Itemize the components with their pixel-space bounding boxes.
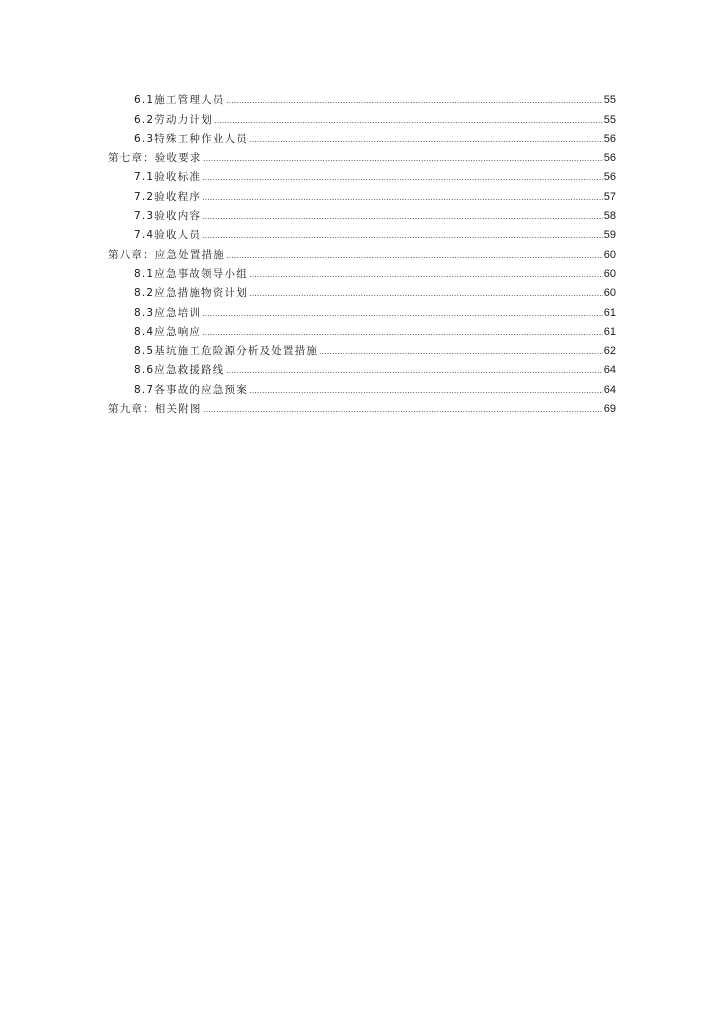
toc-leader-dots <box>319 345 603 355</box>
toc-leader-dots <box>202 191 603 201</box>
toc-chapter-entry[interactable] <box>108 242 616 261</box>
toc-entry-page: 60 <box>603 267 616 280</box>
toc-entry-page: 60 <box>603 248 616 261</box>
toc-entry-title: 8.1应急事故领导小组 <box>134 267 248 280</box>
toc-entry[interactable] <box>108 184 616 203</box>
toc-leader-dots <box>202 171 603 181</box>
toc-leader-dots <box>249 133 603 143</box>
toc-leader-dots <box>226 249 603 259</box>
toc-entry-page: 69 <box>603 403 616 416</box>
toc-entry-page: 56 <box>603 171 616 184</box>
toc-entry[interactable] <box>108 223 616 242</box>
toc-leader-dots <box>249 268 603 278</box>
toc-entry-title: 8.2应急措施物资计划 <box>134 287 248 300</box>
toc-entry[interactable] <box>108 204 616 223</box>
toc-entry-page: 58 <box>603 210 616 223</box>
toc-entry[interactable] <box>108 281 616 300</box>
toc-entry-page: 55 <box>603 94 616 107</box>
toc-entry-title: 7.2验收程序 <box>134 190 202 203</box>
toc-entry[interactable] <box>108 88 616 107</box>
toc-chapter-entry[interactable] <box>108 146 616 165</box>
toc-leader-dots <box>202 210 603 220</box>
toc-entry-title: 8.5基坑施工危险源分析及处置措施 <box>134 345 319 358</box>
toc-entry-title: 6.2劳动力计划 <box>134 113 213 126</box>
toc-entry[interactable] <box>108 300 616 319</box>
toc-entry[interactable] <box>108 107 616 126</box>
toc-entry-page: 56 <box>603 132 616 145</box>
toc-entry[interactable] <box>108 165 616 184</box>
toc-entry-page: 59 <box>603 229 616 242</box>
toc-entry[interactable] <box>108 262 616 281</box>
toc-entry-title: 8.7各事故的应急预案 <box>134 383 248 396</box>
toc-entry-page: 57 <box>603 190 616 203</box>
toc-entry-title: 7.4验收人员 <box>134 229 202 242</box>
toc-entry[interactable] <box>108 320 616 339</box>
toc-entry[interactable] <box>108 358 616 377</box>
toc-entry-page: 64 <box>603 383 616 396</box>
toc-leader-dots <box>226 94 603 104</box>
toc-entry-page: 56 <box>603 152 616 165</box>
toc-entry-title: 6.1施工管理人员 <box>134 94 225 107</box>
toc-entry-page: 61 <box>603 306 616 319</box>
toc-entry-title: 8.6应急救援路线 <box>134 364 225 377</box>
toc-entry-page: 55 <box>603 113 616 126</box>
toc-entry[interactable] <box>108 377 616 396</box>
toc-entry-title: 第八章：应急处置措施 <box>108 248 225 261</box>
toc-entry-page: 62 <box>603 345 616 358</box>
toc-chapter-entry[interactable] <box>108 397 616 416</box>
toc-entry[interactable] <box>108 127 616 146</box>
toc-entry-title: 第九章：相关附图 <box>108 403 202 416</box>
toc-entry-title: 8.3应急培训 <box>134 306 202 319</box>
toc-leader-dots <box>203 152 603 162</box>
toc-leader-dots <box>203 403 603 413</box>
toc-leader-dots <box>214 114 603 124</box>
toc-entry-page: 61 <box>603 325 616 338</box>
toc-entry[interactable] <box>108 339 616 358</box>
toc-leader-dots <box>249 287 603 297</box>
toc-entry-title: 第七章：验收要求 <box>108 152 202 165</box>
toc-entry-page: 64 <box>603 364 616 377</box>
toc-leader-dots <box>226 364 603 374</box>
toc-leader-dots <box>249 384 603 394</box>
toc-entry-title: 7.1验收标准 <box>134 171 202 184</box>
toc-entry-title: 8.4应急响应 <box>134 325 202 338</box>
toc-entry-title: 7.3验收内容 <box>134 210 202 223</box>
toc-leader-dots <box>202 326 603 336</box>
toc-leader-dots <box>202 229 603 239</box>
toc-entry-page: 60 <box>603 287 616 300</box>
table-of-contents <box>108 88 616 416</box>
toc-leader-dots <box>202 307 603 317</box>
toc-entry-title: 6.3特殊工种作业人员 <box>134 132 248 145</box>
